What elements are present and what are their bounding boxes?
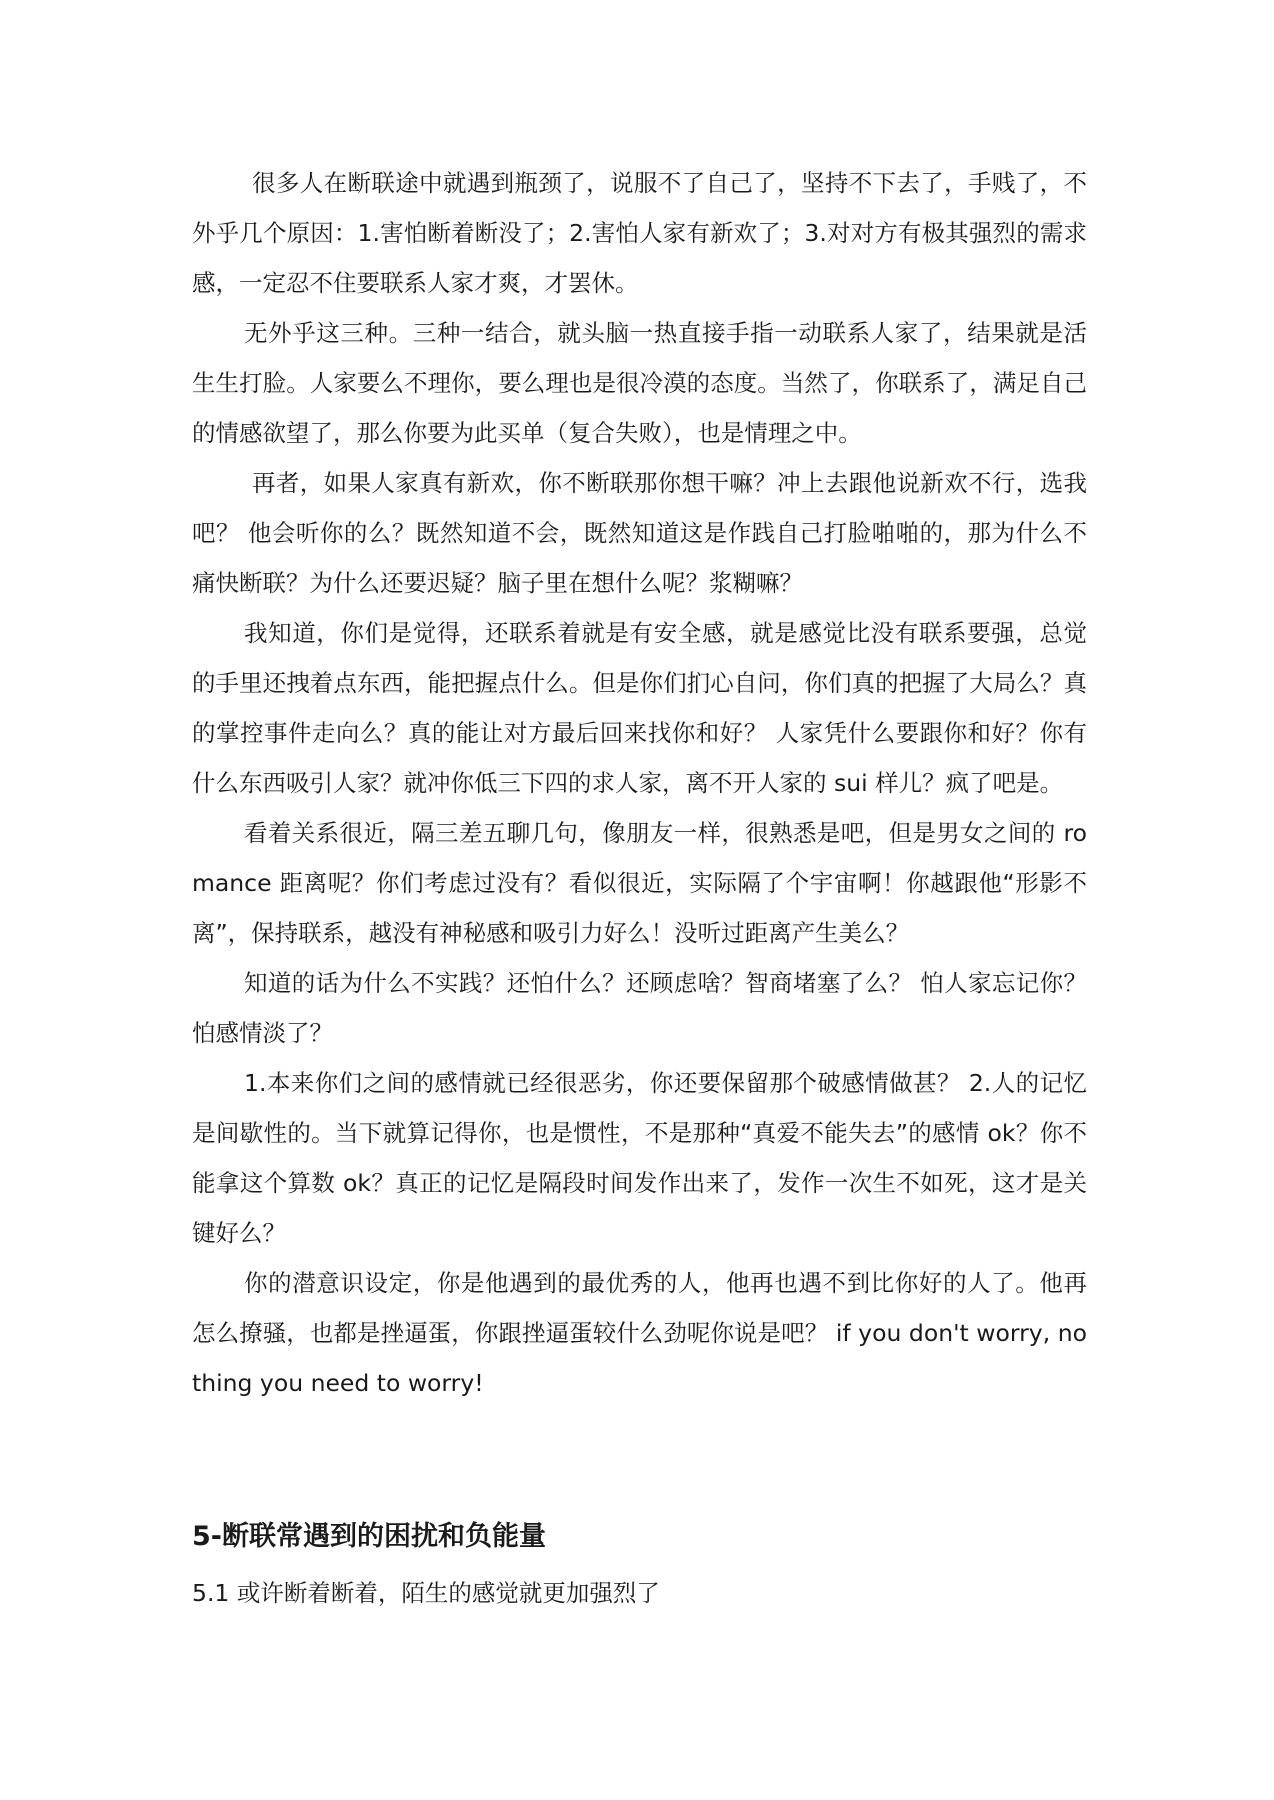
paragraph-1: 很多人在断联途中就遇到瓶颈了，说服不了自己了，坚持不下去了，手贱了，不外乎几个原因：1.害怕断着断没了；2.害怕人家有新欢了；3.对对方有极其强烈的需求感，一定忍不住要联系人家才爽，才罢休。: [192, 169, 1087, 297]
paragraph-5: 看着关系很近，隔三差五聊几句，像朋友一样，很熟悉是吧，但是男女之间的 romance 距离呢？你们考虑过没有？看似很近，实际隔了个宇宙啊！你越跟他“形影不离”，保持联系，越没有神秘感和吸引力好么！没听过距离产生美么？: [192, 819, 1087, 947]
paragraph-8: 你的潜意识设定，你是他遇到的最优秀的人，他再也遇不到比你好的人了。他再怎么撩骚，也都是挫逼蛋，你跟挫逼蛋较什么劲呢你说是吧？ if you don't worry, nothing you need to worry!: [192, 1269, 1087, 1397]
section-subheading: 5.1 或许断着断着，陌生的感觉就更加强烈了: [192, 1579, 660, 1607]
section-heading: 5-断联常遇到的困扰和负能量: [192, 1521, 546, 1552]
paragraph-3: 再者，如果人家真有新欢，你不断联那你想干嘛？冲上去跟他说新欢不行，选我吧？ 他会听你的么？既然知道不会，既然知道这是作践自己打脸啪啪的，那为什么不痛快断联？为什么还要迟疑？脑子里在想什么呢？浆糊嘛？: [192, 469, 1087, 597]
paragraph-4: 我知道，你们是觉得，还联系着就是有安全感，就是感觉比没有联系要强，总觉的手里还拽着点东西，能把握点什么。但是你们扪心自问，你们真的把握了大局么？真的掌控事件走向么？真的能让对方最后回来找你和好？ 人家凭什么要跟你和好？你有什么东西吸引人家？就冲你低三下四的求人家，离不开人家的 sui 样儿？疯了吧是。: [192, 619, 1087, 797]
body-text: [192, 158, 1087, 1408]
section-block: [192, 1512, 1087, 1618]
paragraph-2: 无外乎这三种。三种一结合，就头脑一热直接手指一动联系人家了，结果就是活生生打脸。人家要么不理你，要么理也是很冷漠的态度。当然了，你联系了，满足自己的情感欲望了，那么你要为此买单（复合失败），也是情理之中。: [192, 319, 1087, 447]
paragraph-6: 知道的话为什么不实践？还怕什么？还顾虑啥？智商堵塞了么？ 怕人家忘记你？怕感情淡了？: [192, 969, 1087, 1047]
paragraph-7: 1.本来你们之间的感情就已经很恶劣，你还要保留那个破感情做甚？ 2.人的记忆是间歇性的。当下就算记得你，也是惯性，不是那种“真爱不能失去”的感情 ok？你不能拿这个算数 ok？真正的记忆是隔段时间发作出来了，发作一次生不如死，这才是关键好么？: [192, 1069, 1087, 1247]
